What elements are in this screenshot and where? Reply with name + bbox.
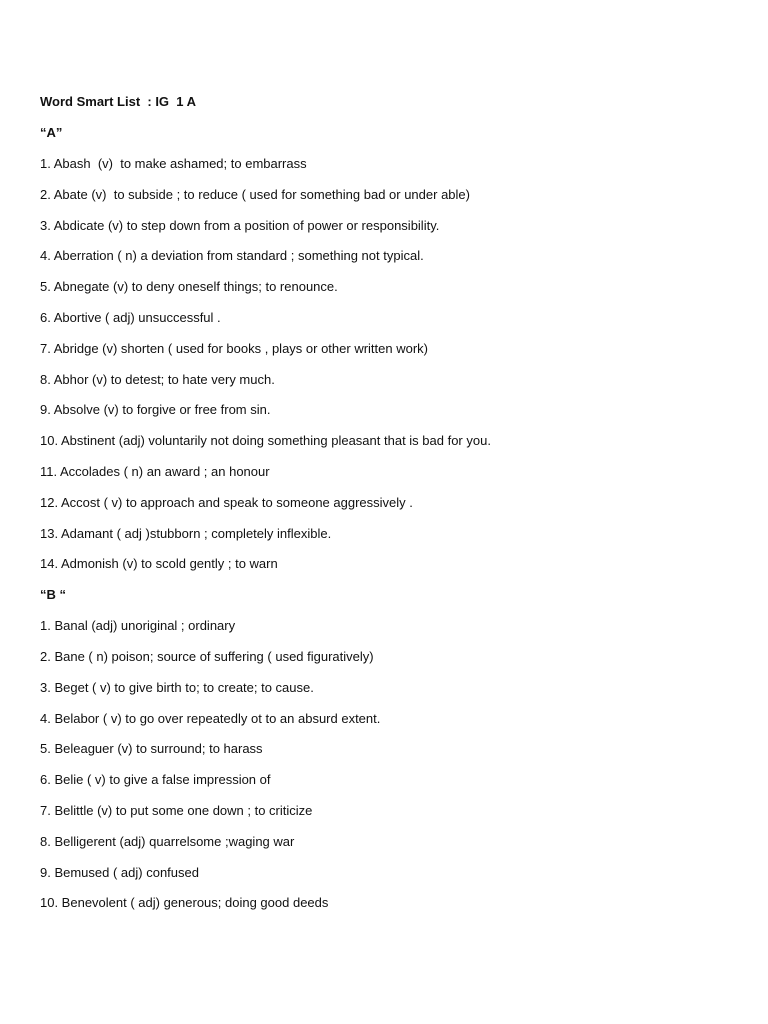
word-entry: 2. Abate (v) to subside ; to reduce ( used for something bad or under able) bbox=[40, 186, 470, 202]
word-entry: 5. Beleaguer (v) to surround; to harass bbox=[40, 741, 263, 757]
word-entry: 8. Abhor (v) to detest; to hate very much. bbox=[40, 371, 275, 387]
word-entry: 1. Banal (adj) unoriginal ; ordinary bbox=[40, 618, 236, 634]
word-entry: 4. Belabor ( v) to go over repeatedly ot to an absurd extent. bbox=[40, 710, 381, 726]
word-entry: 13. Adamant ( adj )stubborn ; completely inflexible. bbox=[40, 525, 332, 541]
word-list bbox=[40, 153, 740, 575]
document-page bbox=[40, 91, 740, 923]
word-entry: 6. Belie ( v) to give a false impression of bbox=[40, 772, 271, 788]
word-entry: 4. Aberration ( n) a deviation from standard ; something not typical. bbox=[40, 248, 424, 264]
word-entry: 2. Bane ( n) poison; source of suffering ( used figuratively) bbox=[40, 648, 374, 664]
word-entry: 7. Abridge (v) shorten ( used for books , plays or other written work) bbox=[40, 340, 429, 356]
word-entry: 8. Belligerent (adj) quarrelsome ;waging war bbox=[40, 833, 295, 849]
word-entry: 11. Accolades ( n) an award ; an honour bbox=[40, 463, 270, 479]
word-entry: 9. Bemused ( adj) confused bbox=[40, 864, 199, 880]
word-list bbox=[40, 615, 740, 914]
section-heading: “A” bbox=[40, 125, 63, 140]
word-entry: 3. Abdicate (v) to step down from a position of power or responsibility. bbox=[40, 217, 440, 233]
word-entry: 10. Benevolent ( adj) generous; doing good deeds bbox=[40, 895, 329, 911]
word-entry: 1. Abash (v) to make ashamed; to embarrass bbox=[40, 156, 307, 171]
section-a bbox=[40, 122, 740, 575]
section-heading: “B “ bbox=[40, 587, 66, 603]
word-entry: 5. Abnegate (v) to deny oneself things; to renounce. bbox=[40, 279, 338, 295]
word-entry: 9. Absolve (v) to forgive or free from sin. bbox=[40, 402, 271, 418]
word-entry: 10. Abstinent (adj) voluntarily not doing something pleasant that is bad for you. bbox=[40, 433, 491, 449]
word-entry: 14. Admonish (v) to scold gently ; to warn bbox=[40, 556, 278, 572]
word-entry: 7. Belittle (v) to put some one down ; to criticize bbox=[40, 802, 313, 818]
word-entry: 6. Abortive ( adj) unsuccessful . bbox=[40, 309, 221, 325]
word-entry: 3. Beget ( v) to give birth to; to create; to cause. bbox=[40, 679, 314, 695]
section-b bbox=[40, 584, 740, 914]
word-entry: 12. Accost ( v) to approach and speak to someone aggressively . bbox=[40, 494, 413, 510]
document-title: Word Smart List : IG 1 A bbox=[40, 94, 197, 109]
